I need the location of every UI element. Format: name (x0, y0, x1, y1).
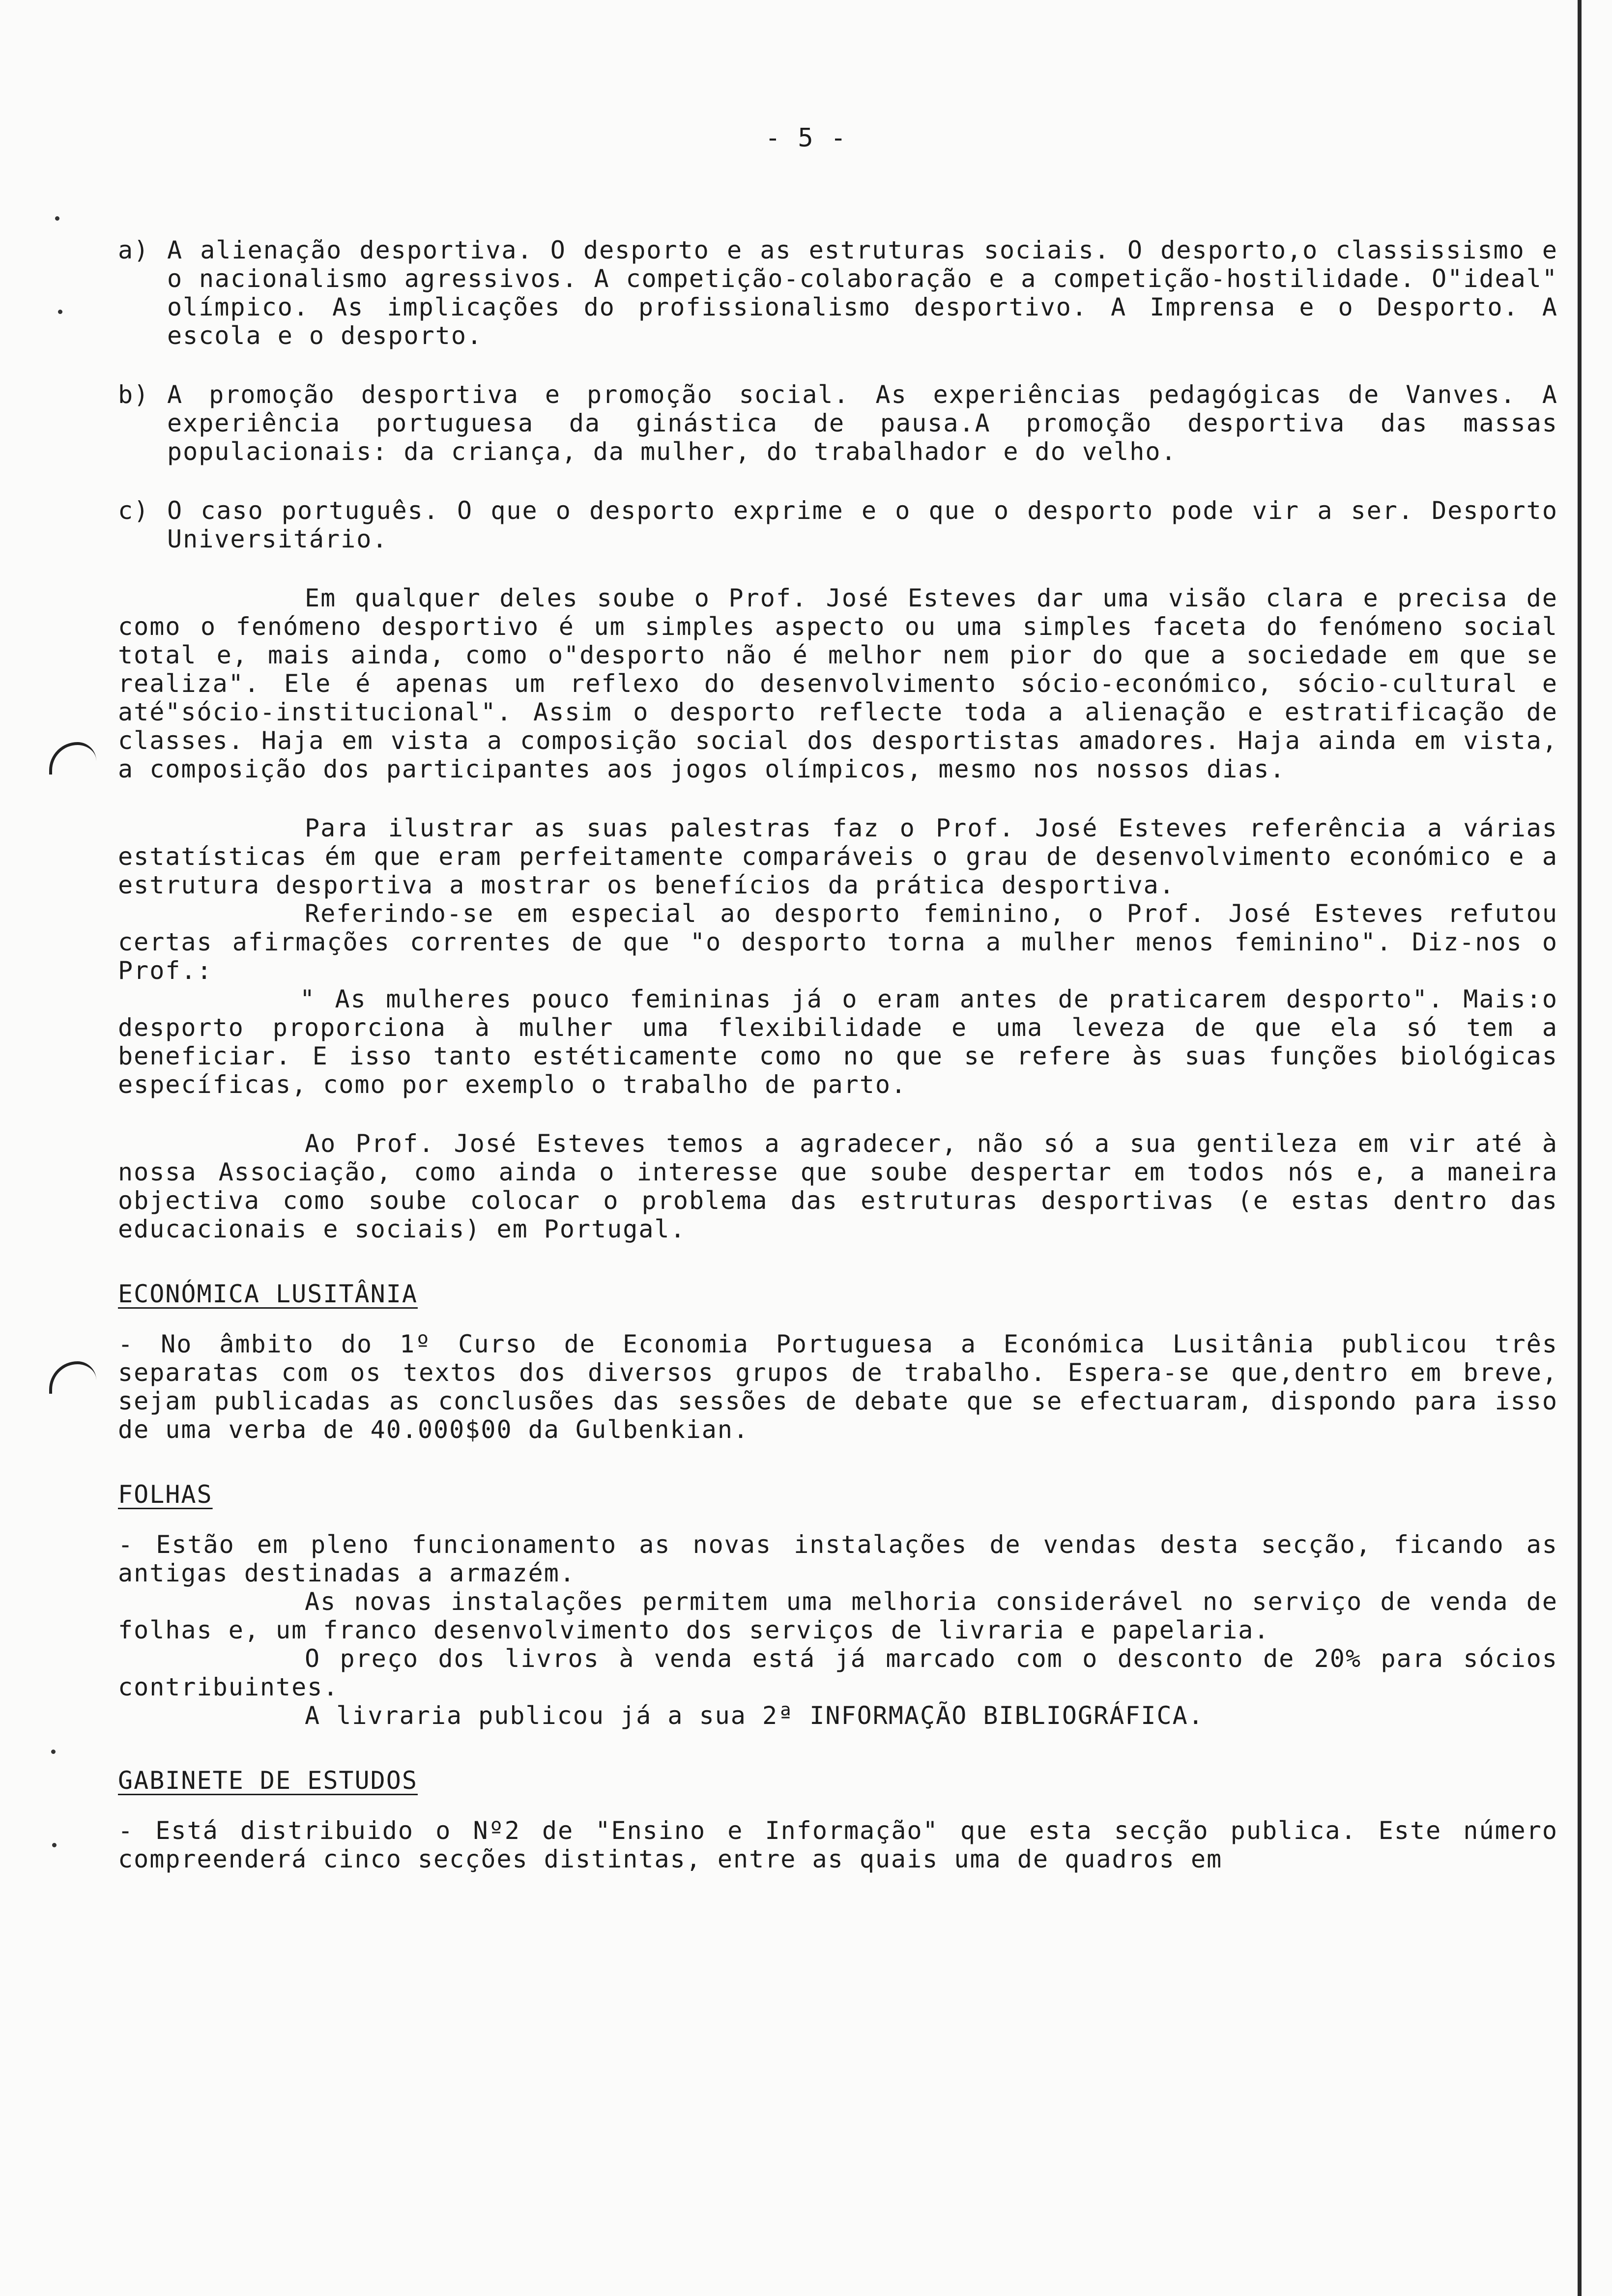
item-text: O caso português. O que o desporto exprime e o que o desporto pode vir a ser. Desporto Universitário. (167, 496, 1558, 553)
margin-speck (55, 216, 59, 221)
list-item-b (118, 380, 1558, 466)
paragraph-feminine-sport: Referindo-se em especial ao desporto feminino, o Prof. José Esteves refutou certas afirmações correntes de que "o desporto torna a mulher menos feminino". Diz-nos o Prof.: (118, 899, 1558, 985)
paragraph-gabinete: - Está distribuido o Nº2 de "Ensino e Informação" que esta secção publica. Este número compreenderá cinco secções distintas, entre as quais uma de quadros em (118, 1816, 1558, 1873)
margin-speck (52, 1843, 57, 1847)
page-number: - 5 - (765, 123, 847, 153)
document-body (118, 236, 1558, 1873)
paragraph-folhas-4: A livraria publicou já a sua 2ª INFORMAÇÃO BIBLIOGRÁFICA. (305, 1701, 1204, 1730)
list-item-c (118, 496, 1558, 553)
section-heading-gabinete: GABINETE DE ESTUDOS (118, 1766, 418, 1795)
paragraph-folhas-3: O preço dos livros à venda está já marcado com o desconto de 20% para sócios contribuintes. (118, 1644, 1558, 1701)
paragraph-overview: Em qualquer deles soube o Prof. José Esteves dar uma visão clara e precisa de como o fenómeno desportivo é um simples aspecto ou uma simples faceta do fenómeno social total e, mais ainda, como o"desporto não é melhor nem pior do que a sociedade em que se realiza". Ele é apenas um reflexo do desenvolvimento sócio-económico, sócio-cultural e até"sócio-institucional". Assim o desporto reflecte toda a alienação e estratificação de classes. Haja em vista a composição social dos desportistas amadores. Haja ainda em vista, a composição dos participantes aos jogos olímpicos, mesmo nos nossos dias. (118, 584, 1558, 783)
paragraph-folhas-1: - Estão em pleno funcionamento as novas instalações de vendas desta secção, ficando as antigas destinadas a armazém. (118, 1530, 1558, 1587)
page-edge-rule (1578, 0, 1582, 2296)
paragraph-quote: " As mulheres pouco femininas já o eram antes de praticarem desporto". Mais:o desporto proporciona à mulher uma flexibilidade e uma leveza de que ela só tem a beneficiar. E isso tanto estéticamente como no que se refere às suas funções biológicas específicas, como por exemplo o trabalho de parto. (118, 985, 1558, 1099)
paragraph-economica: - No âmbito do 1º Curso de Economia Portuguesa a Económica Lusitânia publicou três separatas com os textos dos diversos grupos de trabalho. Espera-se que,dentro em breve, sejam publicadas as conclusões das sessões de debate que se efectuaram, dispondo para isso de uma verba de 40.000$00 da Gulbenkian. (118, 1330, 1558, 1444)
paragraph-folhas-2: As novas instalações permitem uma melhoria considerável no serviço de venda de folhas e, um franco desenvolvimento dos serviços de livraria e papelaria. (118, 1587, 1558, 1644)
item-letter: a) (118, 236, 150, 264)
section-heading-economica: ECONÓMICA LUSITÂNIA (118, 1280, 418, 1308)
paragraph-statistics: Para ilustrar as suas palestras faz o Prof. José Esteves referência a várias estatísticas ém que eram perfeitamente comparáveis o grau de desenvolvimento económico e a estrutura desportiva a mostrar os benefícios da prática desportiva. (118, 814, 1558, 899)
item-letter: b) (118, 380, 150, 409)
margin-mark (49, 1361, 96, 1394)
item-text: A promoção desportiva e promoção social. As experiências pedagógicas de Vanves. A experiência portuguesa da ginástica de pausa.A promoção desportiva das massas populacionais: da criança, da mulher, do trabalhador e do velho. (167, 380, 1558, 466)
list-item-a (118, 236, 1558, 350)
item-text: A alienação desportiva. O desporto e as estruturas sociais. O desporto,o classissismo e o nacionalismo agressivos. A competição-colaboração e a competição-hostilidade. O"ideal" olímpico. As implicações do profissionalismo desportivo. A Imprensa e o Desporto. A escola e o desporto. (167, 236, 1558, 350)
item-letter: c) (118, 496, 150, 525)
margin-mark (49, 742, 96, 775)
margin-speck (58, 310, 62, 314)
margin-speck (51, 1750, 56, 1754)
section-heading-folhas: FOLHAS (118, 1480, 213, 1509)
paragraph-thanks: Ao Prof. José Esteves temos a agradecer, não só a sua gentileza em vir até à nossa Associação, como ainda o interesse que soube despertar em todos nós e, a maneira objectiva como soube colocar o problema das estruturas desportivas (e estas dentro das educacionais e sociais) em Portugal. (118, 1129, 1558, 1243)
